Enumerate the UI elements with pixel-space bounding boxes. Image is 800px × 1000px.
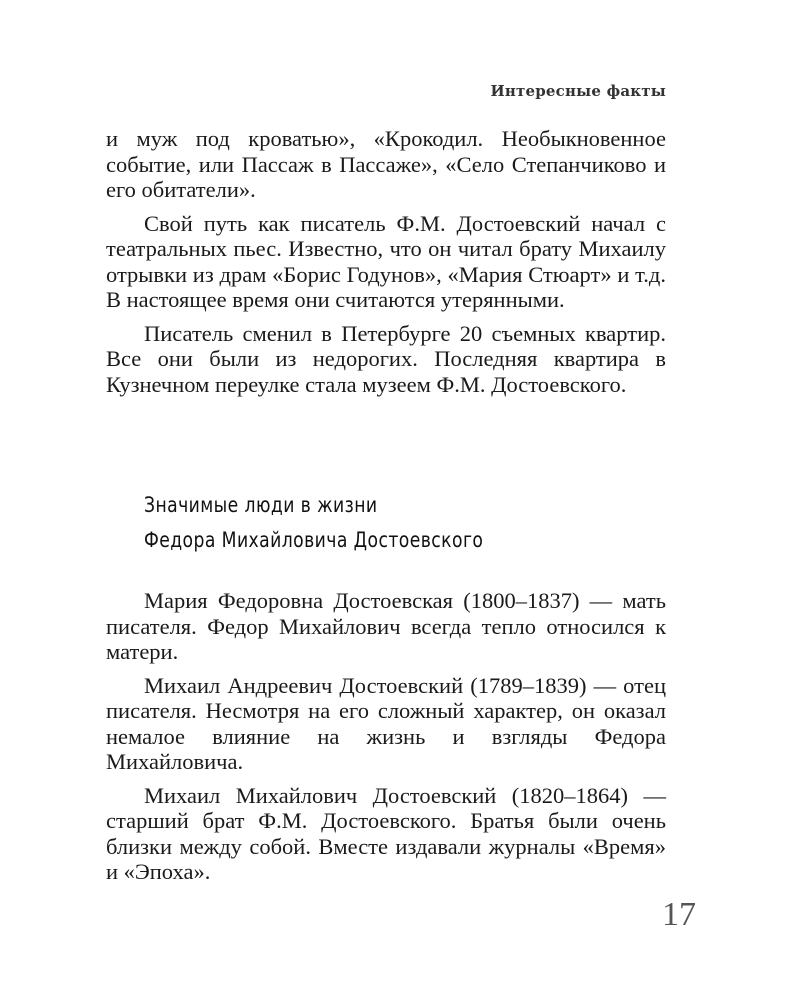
paragraph-continued: и муж под кроватью», «Крокодил. Необыкновенное событие, или Пассаж в Пассаже», «Село Степанчиково и его обитатели». xyxy=(106,126,666,202)
text-block-top xyxy=(106,126,666,405)
section-heading xyxy=(144,488,570,558)
section-heading-line-1: Значимые люди в жизни xyxy=(144,493,378,517)
paragraph-mother: Мария Федоровна Достоевская (1800–1837) — мать писателя. Федор Михайлович всегда тепло относился к матери. xyxy=(106,588,666,664)
text-block-bottom xyxy=(106,588,666,893)
running-head: Интересные факты xyxy=(490,82,666,100)
paragraph-theater: Свой путь как писатель Ф.М. Достоевский начал с театральных пьес. Известно, что он читал брату Михаилу отрывки из драм «Борис Годунов», «Мария Стюарт» и т.д. В настоящее время они считаются утерянными. xyxy=(106,210,666,312)
paragraph-brother: Михаил Михайлович Достоевский (1820–1864) — старший брат Ф.М. Достоевского. Братья были очень близки между собой. Вместе издавали журналы «Время» и «Эпоха». xyxy=(106,782,666,884)
paragraph-apartments: Писатель сменил в Петербурге 20 съемных квартир. Все они были из недорогих. Последняя квартира в Кузнечном переулке стала музеем Ф.М. Достоевского. xyxy=(106,320,666,397)
page-number: 17 xyxy=(662,896,696,933)
section-heading-line-2: Федора Михайловича Достоевского xyxy=(144,528,484,552)
paragraph-father: Михаил Андреевич Достоевский (1789–1839) — отец писателя. Несмотря на его сложный характер, он оказал немалое влияние на жизнь и взгляды Федора Михайловича. xyxy=(106,672,666,774)
